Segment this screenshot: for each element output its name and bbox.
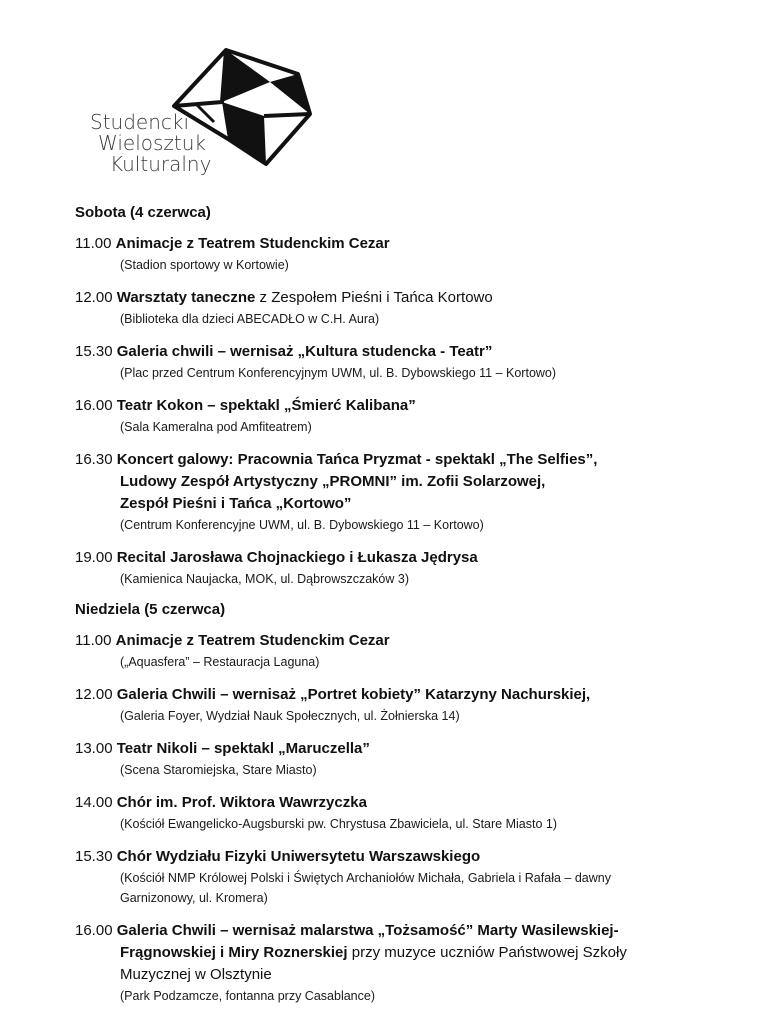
event-title: Teatr Nikoli – spektakl „Maruczella” (116, 740, 370, 757)
event-place: (Kościół Ewangelicko-Augsburski pw. Chrystusa Zbawiciela, ul. Stare Miasto 1) (120, 817, 557, 831)
event-title-continued: Frągnowskiej i Miry Roznerskiej (120, 944, 348, 961)
event-title: Recital Jarosława Chojnackiego i Łukasza Jędrysa (116, 549, 478, 566)
event-item (75, 920, 715, 1006)
event-time: 12.00 (75, 289, 113, 306)
event-title: Galeria Chwili – wernisaż „Portret kobiety” Katarzyny Nachurskiej, (116, 686, 591, 703)
event-item (75, 547, 715, 589)
event-place: („Aquasfera” – Restauracja Laguna) (120, 655, 320, 669)
event-place: (Centrum Konferencyjne UWM, ul. B. Dybowskiego 11 – Kortowo) (120, 518, 484, 532)
logo-line-3: Kulturalny (110, 152, 212, 176)
event-time: 14.00 (75, 794, 113, 811)
event-time: 19.00 (75, 549, 113, 566)
logo-line-2: Wielosztuk (98, 131, 207, 155)
event-item (75, 395, 715, 437)
event-item (75, 846, 715, 908)
event-title-continued: Ludowy Zespół Artystyczny „PROMNI” im. Zofii Solarzowej, (120, 473, 546, 490)
event-time: 15.30 (75, 848, 113, 865)
event-time: 13.00 (75, 740, 113, 757)
event-title: Chór im. Prof. Wiktora Wawrzyczka (116, 794, 367, 811)
event-title: Animacje z Teatrem Studenckim Cezar (115, 632, 390, 649)
event-place: (Galeria Foyer, Wydział Nauk Społecznych, ul. Żołnierska 14) (120, 709, 460, 723)
event-item (75, 630, 715, 672)
event-place: (Park Podzamcze, fontanna przy Casablance) (120, 989, 375, 1003)
event-title: Galeria chwili – wernisaż „Kultura studencka - Teatr” (116, 343, 493, 360)
event-item (75, 738, 715, 780)
program-content (75, 204, 715, 1018)
festival-logo (86, 44, 346, 184)
event-place: (Kamienica Naujacka, MOK, ul. Dąbrowszczaków 3) (120, 572, 409, 586)
event-extra: przy muzyce uczniów Państwowej Szkoły (347, 944, 627, 961)
event-time: 11.00 (75, 235, 112, 252)
event-time: 12.00 (75, 686, 113, 703)
event-title: Chór Wydziału Fizyki Uniwersytetu Warszawskiego (116, 848, 481, 865)
event-title: Animacje z Teatrem Studenckim Cezar (115, 235, 390, 252)
event-place-continued: Garnizonowy, ul. Kromera) (120, 891, 268, 905)
event-place: (Biblioteka dla dzieci ABECADŁO w C.H. Aura) (120, 312, 380, 326)
event-time: 16.00 (75, 397, 113, 414)
event-time: 16.00 (75, 922, 113, 939)
event-place: (Plac przed Centrum Konferencyjnym UWM, ul. B. Dybowskiego 11 – Kortowo) (120, 366, 557, 380)
event-time: 16.30 (75, 451, 113, 468)
logo-line-1: Studencki (90, 110, 190, 134)
event-item (75, 287, 715, 329)
event-item (75, 449, 715, 535)
event-time: 11.00 (75, 632, 112, 649)
event-title: Galeria Chwili – wernisaż malarstwa „Tożsamość” Marty Wasilewskiej- (116, 922, 619, 939)
event-title-continued: Zespół Pieśni i Tańca „Kortowo” (120, 495, 352, 512)
event-item (75, 341, 715, 383)
event-place: (Kościół NMP Królowej Polski i Świętych Archaniołów Michała, Gabriela i Rafała – dawny (120, 871, 611, 885)
event-place: (Sala Kameralna pod Amfiteatrem) (120, 420, 312, 434)
event-item (75, 233, 715, 275)
event-extra: z Zespołem Pieśni i Tańca Kortowo (255, 289, 493, 306)
day-heading-saturday: Sobota (4 czerwca) (75, 204, 211, 221)
day-heading-sunday: Niedziela (5 czerwca) (75, 601, 226, 618)
event-time: 15.30 (75, 343, 113, 360)
event-extra-continued: Muzycznej w Olsztynie (120, 966, 272, 983)
event-place: (Stadion sportowy w Kortowie) (120, 258, 289, 272)
event-item (75, 684, 715, 726)
event-title: Warsztaty taneczne (116, 289, 256, 306)
event-title: Teatr Kokon – spektakl „Śmierć Kalibana” (116, 397, 416, 414)
event-item (75, 792, 715, 834)
event-title: Koncert galowy: Pracownia Tańca Pryzmat - spektakl „The Selfies”, (116, 451, 598, 468)
logo-text (90, 112, 211, 175)
event-place: (Scena Staromiejska, Stare Miasto) (120, 763, 317, 777)
